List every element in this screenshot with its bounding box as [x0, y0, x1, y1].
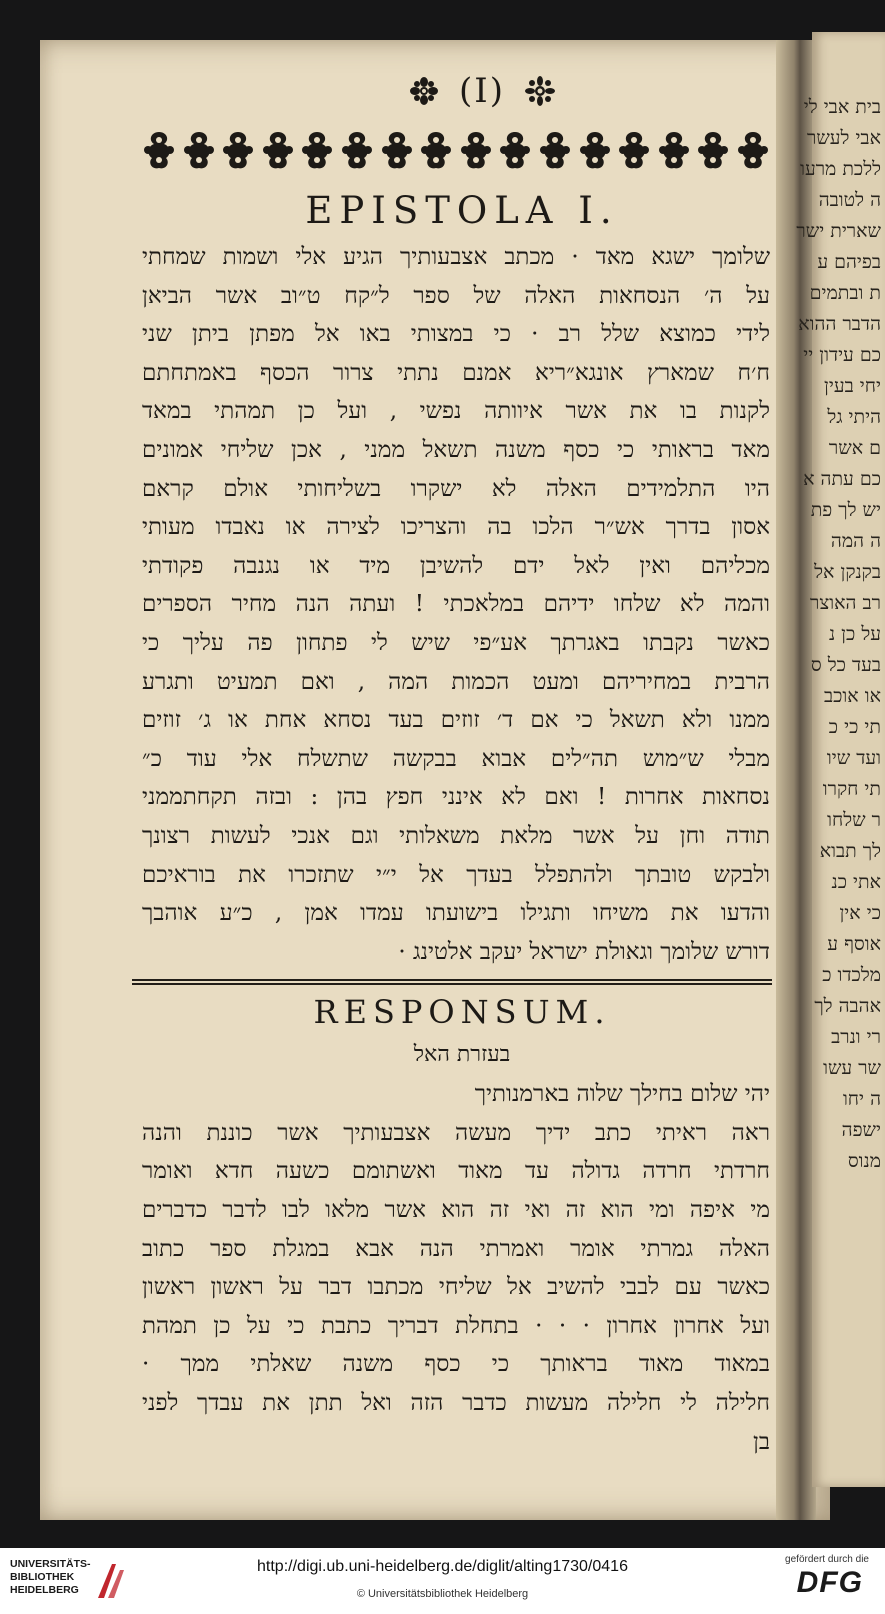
fleuron-ornament-icon — [578, 128, 612, 172]
responsum-invocation: בעזרת האל — [413, 1042, 511, 1068]
ornamental-border — [142, 120, 770, 180]
fleuron-ornament-icon — [221, 128, 255, 172]
fleuron-ornament-icon — [696, 128, 730, 172]
adjacent-page-line: ישפה — [841, 1119, 881, 1141]
copyright-notice: © Universitätsbibliothek Heidelberg — [356, 1588, 529, 1600]
fleuron-ornament-icon — [182, 128, 216, 172]
adjacent-page-line: כם עתה א — [803, 468, 881, 490]
epistola-line: והדעו את משיחו ותגילו בישועתו עמדו אמן , כ״ע אוהבך — [142, 900, 770, 927]
fleuron-ornament-icon — [459, 128, 493, 172]
epistola-line: ולבקש טובתך ולהתפלל בעדך אל י״י שתזכרו את בוראיכם — [142, 861, 770, 888]
university-line: BIBLIOTHEK — [10, 1571, 75, 1583]
epistola-line: והמה לא שלחו ידיהם במלאכתי ! ועתה הנה מחיר הספרים — [142, 591, 770, 618]
adjacent-page-line: מלכדו כ — [822, 964, 881, 986]
responsum-line: ועל אחרון אחרון · · · בתחלת דבריך כתבת כי על כן תמהת — [142, 1312, 770, 1339]
responsum-line: במאוד מאוד בראותך כי כסף משנה שאלתי ממך · — [142, 1351, 770, 1378]
dfg-logo: DFG — [796, 1566, 863, 1599]
page-number: (I) — [459, 71, 505, 111]
adjacent-page-line: יחי בעין — [824, 375, 881, 397]
adjacent-page-line: בקנקן אל — [814, 561, 881, 583]
running-header — [182, 62, 782, 120]
adjacent-page-line: על כן נ — [828, 623, 881, 645]
adjacent-page-line: כי אין — [839, 902, 881, 924]
flower-ornament-icon — [525, 76, 555, 106]
double-rule-divider — [132, 977, 772, 987]
adjacent-page-line: ועד שיו — [826, 747, 881, 769]
adjacent-page-text — [796, 32, 885, 1177]
responsum-title: RESPONSUM. — [313, 993, 611, 1032]
adjacent-page-line: אוסף ע — [827, 933, 881, 955]
responsum-text — [142, 1075, 782, 1461]
fleuron-ornament-icon — [736, 128, 770, 172]
fleuron-ornament-icon — [498, 128, 532, 172]
fleuron-ornament-icon — [657, 128, 691, 172]
viewer-footer — [0, 1548, 885, 1614]
adjacent-page-line: תי כי כ — [828, 716, 881, 738]
adjacent-page-line: בפיהם ע — [817, 251, 881, 273]
adjacent-page-line: רי ונרב — [831, 1026, 881, 1048]
fleuron-ornament-icon — [340, 128, 374, 172]
epistola-line: לקנות בו את אשר איוותה נפשי , ועל כן תמהתי במאד — [142, 398, 770, 425]
fleuron-ornament-icon — [300, 128, 334, 172]
epistola-line: על ה׳ הנסחאות האלה של ספר ל״קח ט״וב אשר הביאן — [142, 282, 770, 309]
adjacent-page-line: ה לטובה — [818, 189, 881, 211]
responsum-line: בן — [753, 1428, 770, 1455]
adjacent-page-line: כם עידון יי — [803, 344, 881, 366]
epistola-line: דורש שלומך וגאולת ישראל יעקב אלטינג · — [398, 938, 770, 965]
funding-caption: gefördert durch die — [785, 1554, 869, 1565]
responsum-line: כאשר עם לבבי להשיב אל שליחי מכתבו דבר על ראשון ראשון — [142, 1274, 770, 1301]
adjacent-page-line: שארית ישר — [796, 220, 881, 242]
epistola-line: שלומך ישגא מאד · מכתב אצבעותיך הגיע אלי ושמות שמחתי — [142, 244, 770, 270]
adjacent-page-line: שר עשו — [823, 1057, 881, 1079]
responsum-line: ראה ראיתי כתב ידיך מעשה אצבעותיך אשר כוננת והנה — [142, 1119, 770, 1146]
university-line: HEIDELBERG — [10, 1584, 79, 1596]
fleuron-ornament-icon — [617, 128, 651, 172]
adjacent-page-line: הדבר ההוא — [798, 313, 881, 335]
fleuron-ornament-icon — [142, 128, 176, 172]
responsum-line: חלילה לי חלילה מעשות כדבר הזה ואל תתן את עבדך לפני — [142, 1390, 770, 1417]
fleuron-ornament-icon — [261, 128, 295, 172]
adjacent-page-line: ת ובתמים — [809, 282, 881, 304]
page-content — [142, 62, 782, 1461]
responsum-line: יהי שלום בחילך שלוה בארמנותיך — [474, 1081, 770, 1108]
epistola-line: תודה וחן על אשר מלאת משאלותי וגם אנכי לעשות רצונך — [142, 822, 770, 849]
responsum-line: מי איפה ומי הוא זה ואי זה הוא אשר מלאו לבו לדבר כדברים — [142, 1197, 770, 1224]
adjacent-page-line: תי חקרו — [822, 778, 881, 800]
adjacent-page-line: מנוס — [847, 1150, 881, 1172]
fleuron-ornament-icon — [538, 128, 572, 172]
adjacent-page-line: בית אבי לי — [803, 96, 881, 118]
epistola-line: ממנו ולא תשאל כי אם ד׳ זוזים בעד נסחא אחת או ג׳ זוזים — [142, 707, 770, 734]
adjacent-page-line: היתי גל — [827, 406, 881, 428]
flower-ornament-icon — [409, 76, 439, 106]
fleuron-ornament-icon — [419, 128, 453, 172]
adjacent-page-line: ללכת מרעו — [800, 158, 881, 180]
adjacent-page-line: ה המה — [830, 530, 881, 552]
epistola-line: לידי כמוצא שלל רב · כי במצותי באו אל מפתן ביתן שני — [142, 321, 770, 348]
epistola-line: אסון בדרך אש״ר הלכו בה והצריכו לצירה או נאבדו מעותי — [142, 514, 770, 541]
epistola-line: מכליהם ואין לאל ידם להשיבן מיד או נגנבה פקודתי — [142, 552, 770, 579]
epistola-line: נסחאות אחרות ! ואם לא אינני חפץ בהן : ובזה תקחתממני — [142, 784, 770, 811]
epistola-line: הרבית במחיריהם ומעט הכמות המה , ואם תמעיט ותגרע — [142, 668, 770, 695]
adjacent-page-line: או אוכב — [823, 685, 881, 707]
epistola-line: כאשר נקבתו באגרתך אע״פי שיש לי פתחון פה עליך כי — [142, 629, 770, 656]
adjacent-page-line: לך תבוא — [819, 840, 881, 862]
epistola-title: EPISTOLA I. — [305, 189, 619, 232]
adjacent-page-line: ר שלחו — [827, 809, 881, 831]
adjacent-page-line: רב האוצר — [809, 592, 881, 614]
adjacent-page-line: בעד כל ס — [810, 654, 881, 676]
book-gutter — [776, 40, 816, 1520]
epistola-line: היו התלמידים האלה לא ישקרו בשליחותי אולם קראם — [142, 475, 770, 502]
responsum-line: האלה גמרתי אומר ואמרתי הנה אבא במגלת ספר כתוב — [142, 1235, 770, 1262]
epistola-line: ח׳ח שמארץ אונגא״ריא אמנם נתתי צרור הכסף באמתחתם — [142, 359, 770, 386]
university-line: UNIVERSITÄTS- — [10, 1558, 91, 1570]
adjacent-page-line: אתי כנ — [831, 871, 881, 893]
epistola-line: מאד בראותי כי כסף משנה תשאל ממני , אכן שליחי אמונים — [142, 436, 770, 463]
adjacent-page-line: ה יחו — [842, 1088, 881, 1110]
adjacent-page-line: אבי לעשר — [806, 127, 881, 149]
adjacent-page — [796, 32, 885, 1487]
adjacent-page-line: ם אשר — [828, 437, 881, 459]
responsum-line: חרדתי חרדה גדולה עד מאוד ואשתומם כשעה חדא ואומר — [142, 1158, 770, 1185]
document-url-link[interactable]: http://digi.ub.uni-heidelberg.de/diglit/alting1730/0416 — [257, 1558, 628, 1575]
adjacent-page-line: יש לך פת — [810, 499, 881, 521]
fleuron-ornament-icon — [380, 128, 414, 172]
epistola-text — [142, 238, 782, 971]
epistola-line: מבלי ש״מוש תה״לים אבוא בבקשה שתשלח אלי עוד כ״ — [142, 745, 770, 772]
adjacent-page-line: אהבה לך — [814, 995, 881, 1017]
